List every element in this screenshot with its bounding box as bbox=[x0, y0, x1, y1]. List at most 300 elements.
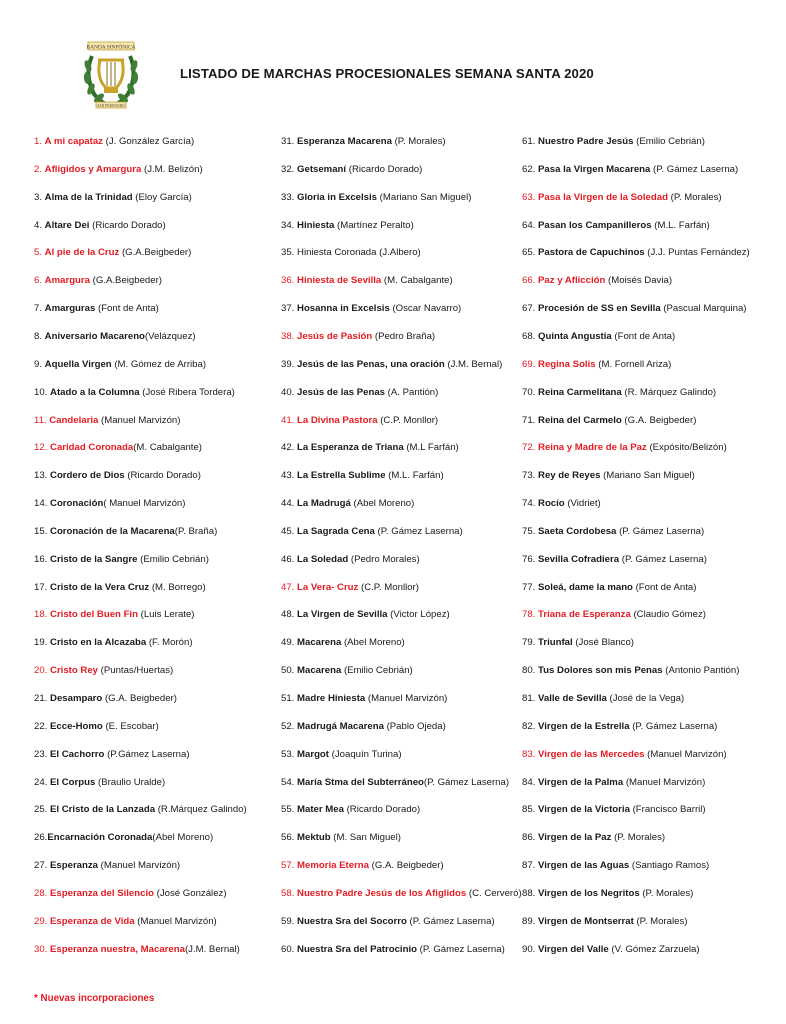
item-number: 23. bbox=[34, 748, 51, 760]
item-author: (Eloy García) bbox=[132, 191, 192, 203]
item-title: Mater Mea bbox=[297, 804, 344, 816]
list-item bbox=[281, 662, 413, 680]
item-title: Nuestra Sra del Socorro bbox=[297, 915, 407, 927]
list-item bbox=[522, 217, 710, 235]
item-number: 32. bbox=[281, 163, 298, 175]
item-author: (Claudio Gómez) bbox=[630, 609, 706, 621]
item-title: Cristo en la Alcazaba bbox=[50, 637, 147, 649]
item-author: (P. Morales) bbox=[391, 136, 446, 147]
list-item bbox=[34, 746, 190, 764]
item-author: (Pablo Ojeda) bbox=[383, 720, 446, 732]
list-item bbox=[281, 718, 446, 736]
item-number: 7. bbox=[34, 303, 45, 315]
list-item bbox=[281, 941, 505, 959]
item-title: Reina y Madre de la Paz bbox=[538, 442, 647, 454]
item-title: El Cristo de la Lanzada bbox=[50, 804, 156, 816]
item-author: (M. San Miguel) bbox=[330, 832, 401, 844]
item-author: (Pedro Morales) bbox=[348, 553, 420, 565]
item-title: Saeta Cordobesa bbox=[538, 525, 617, 537]
list-item bbox=[522, 495, 601, 513]
item-number: 70. bbox=[522, 386, 539, 398]
list-item bbox=[34, 356, 206, 374]
item-title: La Sagrada Cena bbox=[297, 525, 375, 537]
item-number: 59. bbox=[281, 915, 298, 927]
item-title: Regina Solis bbox=[538, 358, 596, 370]
list-item bbox=[281, 356, 502, 374]
item-author: (José de la Vega) bbox=[606, 693, 685, 704]
item-title: Mektub bbox=[297, 832, 331, 844]
item-title: Virgen de la Palma bbox=[538, 776, 624, 788]
list-item bbox=[281, 606, 450, 624]
item-title: Aniversario Macareno bbox=[44, 330, 145, 342]
item-author: (P. Gámez Laserna) bbox=[423, 776, 510, 788]
item-title: Memoria Eterna bbox=[297, 860, 369, 872]
list-item bbox=[34, 384, 235, 402]
item-number: 69. bbox=[522, 358, 539, 370]
item-number: 10. bbox=[34, 386, 51, 398]
item-number: 30. bbox=[34, 943, 51, 955]
list-item bbox=[522, 941, 700, 959]
list-item bbox=[34, 523, 217, 541]
item-author: (Velázquez) bbox=[144, 330, 196, 342]
item-title: A mi capataz bbox=[44, 136, 103, 147]
item-title: Amargura bbox=[44, 275, 90, 287]
item-author: (Ricardo Dorado) bbox=[346, 163, 423, 175]
item-title: Reina Carmelitana bbox=[538, 386, 622, 398]
item-title: Hiniesta bbox=[297, 219, 335, 231]
item-title: Cristo de la Vera Cruz bbox=[50, 581, 150, 593]
item-author: (Abel Moreno) bbox=[341, 637, 405, 649]
list-item bbox=[281, 579, 419, 597]
logo-top-text: BANDA SINFÓNICA bbox=[86, 44, 136, 51]
list-item bbox=[522, 133, 705, 151]
list-item bbox=[34, 774, 165, 792]
item-title: Pasan los Campanilleros bbox=[538, 219, 652, 231]
list-item bbox=[34, 439, 202, 457]
item-number: 13. bbox=[34, 470, 51, 482]
item-title: Madrugá Macarena bbox=[297, 720, 384, 732]
item-author: (P. Gámez Laserna) bbox=[619, 553, 707, 565]
list-item bbox=[34, 662, 173, 680]
item-author: Hiniesta Coronada (J.Albero) bbox=[297, 247, 421, 259]
item-title: Altare Dei bbox=[44, 219, 90, 231]
item-author: (Manuel Marvizón) bbox=[644, 748, 727, 760]
item-author: (R.Márquez Galindo) bbox=[155, 804, 247, 816]
item-author: (Emilio Cebrián) bbox=[137, 553, 209, 565]
item-title: Atado a la Columna bbox=[50, 386, 140, 398]
item-author: (Abel Moreno) bbox=[152, 832, 214, 844]
item-number: 18. bbox=[34, 609, 51, 621]
item-title: Soleá, dame la mano bbox=[538, 581, 633, 593]
item-number: 35. bbox=[281, 247, 298, 259]
list-item bbox=[34, 328, 196, 346]
item-number: 21. bbox=[34, 693, 51, 704]
item-number: 12. bbox=[34, 442, 51, 454]
item-title: Alma de la Trinidad bbox=[44, 191, 133, 203]
item-author: (J.M. Belizón) bbox=[141, 163, 203, 175]
list-item bbox=[281, 634, 405, 652]
item-title: Coronación bbox=[50, 498, 104, 510]
item-number: 68. bbox=[522, 330, 539, 342]
item-title: Pastora de Capuchinos bbox=[538, 247, 645, 259]
item-author: (G.A.Beigbeder) bbox=[90, 275, 162, 287]
item-number: 75. bbox=[522, 525, 539, 537]
list-item bbox=[34, 606, 195, 624]
item-author: (C.P. Monllor) bbox=[358, 581, 419, 593]
list-item bbox=[34, 634, 193, 652]
item-author: (M. Fornell Ariza) bbox=[595, 358, 672, 370]
item-author: (Ricardo Dorado) bbox=[343, 804, 421, 816]
item-number: 58. bbox=[281, 887, 298, 899]
item-title: Caridad Coronada bbox=[50, 442, 134, 454]
item-author: (Moisés Davia) bbox=[605, 275, 673, 287]
item-author: (P. Morales) bbox=[611, 832, 666, 844]
page-title: LISTADO DE MARCHAS PROCESIONALES SEMANA SANTA 2020 bbox=[180, 66, 594, 81]
item-number: 72. bbox=[522, 442, 539, 454]
list-item bbox=[522, 857, 709, 875]
list-item bbox=[281, 829, 401, 847]
item-number: 62. bbox=[522, 163, 539, 175]
item-author: (M.L. Farfán) bbox=[651, 219, 710, 231]
item-author: (M. Cabalgante) bbox=[381, 275, 453, 287]
item-title: Cristo del Buen Fin bbox=[50, 609, 138, 621]
list-item bbox=[522, 774, 705, 792]
item-author: (G.A. Beigbeder) bbox=[621, 414, 697, 426]
item-number: 61. bbox=[522, 136, 539, 147]
list-item bbox=[34, 300, 159, 318]
item-number: 44. bbox=[281, 498, 298, 510]
item-author: (C.P. Monllor) bbox=[377, 414, 439, 426]
item-author: (José Ribera Tordera) bbox=[139, 386, 235, 398]
item-title: Esperanza bbox=[50, 860, 99, 872]
item-number: 20. bbox=[34, 665, 51, 677]
item-author: (M. Gómez de Arriba) bbox=[111, 358, 207, 370]
item-author: (Puntas/Huertas) bbox=[98, 665, 174, 677]
item-title: Hosanna in Excelsis bbox=[297, 303, 390, 315]
item-title: Candelaria bbox=[49, 414, 99, 426]
list-item bbox=[34, 718, 159, 736]
list-item bbox=[34, 412, 180, 430]
list-item bbox=[281, 217, 414, 235]
item-title: Sevilla Cofradiera bbox=[538, 553, 620, 565]
item-number: 36. bbox=[281, 275, 298, 287]
item-title: Tus Dolores son mis Penas bbox=[538, 665, 663, 677]
item-author: (P. Gámez Laserna) bbox=[650, 163, 739, 175]
item-author: (F. Morón) bbox=[146, 637, 193, 649]
item-author: (Font de Anta) bbox=[632, 581, 697, 593]
list-item bbox=[34, 467, 201, 485]
item-number: 47. bbox=[281, 581, 298, 593]
item-author: (Manuel Marvizón) bbox=[98, 414, 181, 426]
list-item bbox=[281, 913, 495, 931]
item-number: 48. bbox=[281, 609, 298, 621]
item-author: (J. González García) bbox=[102, 136, 195, 147]
item-title: Procesión de SS en Sevilla bbox=[538, 303, 661, 315]
list-item bbox=[522, 244, 750, 262]
item-title: Macarena bbox=[297, 637, 342, 649]
item-number: 27. bbox=[34, 860, 51, 872]
item-title: Getsemaní bbox=[297, 163, 347, 175]
item-author: (A. Pantión) bbox=[385, 386, 439, 398]
item-title: Pasa la Virgen de la Soledad bbox=[538, 191, 668, 203]
item-number: 9. bbox=[34, 358, 45, 370]
item-author: (Manuel Marvizón) bbox=[134, 915, 217, 927]
list-item bbox=[281, 384, 438, 402]
item-number: 39. bbox=[281, 358, 298, 370]
item-number: 65. bbox=[522, 247, 539, 259]
list-item bbox=[34, 690, 177, 708]
item-title: Virgen del Valle bbox=[538, 943, 609, 955]
item-number: 24. bbox=[34, 776, 51, 788]
item-author: (José Blanco) bbox=[572, 637, 634, 649]
list-item bbox=[522, 662, 739, 680]
item-author: (J.J. Puntas Fernández) bbox=[644, 247, 750, 259]
item-number: 90. bbox=[522, 943, 539, 955]
item-author: (Pedro Braña) bbox=[372, 330, 436, 342]
item-title: Jesús de las Penas, una oración bbox=[297, 358, 445, 370]
item-author: (Font de Anta) bbox=[95, 303, 159, 315]
item-title: Paz y Aflicción bbox=[538, 275, 606, 287]
item-title: Triana de Esperanza bbox=[538, 609, 631, 621]
item-title: La Estrella Sublime bbox=[297, 470, 386, 482]
item-title: Jesús de Pasión bbox=[297, 330, 373, 342]
list-item bbox=[522, 606, 706, 624]
item-author: (Joaquín Turina) bbox=[329, 748, 402, 760]
item-number: 86. bbox=[522, 832, 539, 844]
list-item bbox=[34, 244, 191, 262]
item-author: (G.A. Beigbeder) bbox=[369, 860, 444, 872]
item-title: Cordero de Dios bbox=[50, 470, 125, 482]
item-author: (P. Morales) bbox=[633, 915, 688, 927]
item-number: 37. bbox=[281, 303, 298, 315]
item-title: Virgen de las Mercedes bbox=[538, 748, 645, 760]
list-item bbox=[281, 300, 461, 318]
item-number: 43. bbox=[281, 470, 298, 482]
item-title: Ecce-Homo bbox=[50, 720, 103, 732]
item-author: (P.Gámez Laserna) bbox=[104, 748, 190, 760]
item-author: (R. Márquez Galindo) bbox=[621, 386, 717, 398]
item-title: Triunfal bbox=[538, 637, 573, 649]
item-number: 81. bbox=[522, 693, 539, 704]
item-author: (Ricardo Dorado) bbox=[89, 219, 166, 231]
item-number: 87. bbox=[522, 860, 539, 872]
item-number: 73. bbox=[522, 470, 539, 482]
item-number: 6. bbox=[34, 275, 45, 287]
item-title: La Madrugá bbox=[297, 498, 351, 510]
item-number: 25. bbox=[34, 804, 51, 816]
item-author: (Vidriet) bbox=[564, 498, 601, 510]
list-item bbox=[34, 857, 180, 875]
list-item bbox=[281, 857, 444, 875]
item-number: 38. bbox=[281, 330, 298, 342]
list-item bbox=[34, 913, 217, 931]
item-number: 4. bbox=[34, 219, 45, 231]
list-item bbox=[281, 551, 420, 569]
list-item bbox=[281, 439, 459, 457]
list-item bbox=[522, 300, 747, 318]
item-title: El Cachorro bbox=[50, 748, 105, 760]
item-author: (Manuel Marvizón) bbox=[623, 776, 706, 788]
item-title: Coronación de la Macarena bbox=[50, 525, 175, 537]
item-title: Esperanza del Silencio bbox=[50, 887, 154, 899]
item-title: La Esperanza de Triana bbox=[297, 442, 404, 454]
item-number: 40. bbox=[281, 386, 298, 398]
list-item bbox=[522, 439, 727, 457]
item-number: 55. bbox=[281, 804, 298, 816]
list-item bbox=[281, 328, 435, 346]
band-logo bbox=[78, 36, 144, 110]
item-author: (C. Cerveró) bbox=[466, 887, 522, 899]
list-item bbox=[281, 189, 471, 207]
item-number: 76. bbox=[522, 553, 539, 565]
list-item bbox=[34, 801, 247, 819]
list-item bbox=[34, 885, 227, 903]
item-author: (Antonio Pantión) bbox=[662, 665, 740, 677]
list-item bbox=[34, 133, 194, 151]
item-author: (M. Cabalgante) bbox=[133, 442, 202, 454]
item-title: Afligidos y Amargura bbox=[44, 163, 142, 175]
list-item bbox=[522, 328, 675, 346]
list-item bbox=[34, 495, 185, 513]
item-author: (Manuel Marvizón) bbox=[365, 693, 448, 704]
item-number: 71. bbox=[522, 414, 539, 426]
item-author: (Emilio Cebrián) bbox=[341, 665, 413, 677]
list-item bbox=[34, 829, 213, 847]
item-title: Virgen de los Negritos bbox=[538, 887, 640, 899]
list-item bbox=[522, 746, 727, 764]
list-item bbox=[522, 829, 665, 847]
item-number: 83. bbox=[522, 748, 539, 760]
item-number: 78. bbox=[522, 609, 539, 621]
item-number: 1. bbox=[34, 136, 45, 147]
list-item bbox=[522, 551, 707, 569]
item-title: Valle de Sevilla bbox=[538, 693, 607, 704]
item-author: (P. Morales) bbox=[639, 887, 694, 899]
item-title: Virgen de las Aguas bbox=[538, 860, 630, 872]
item-title: Jesús de las Penas bbox=[297, 386, 386, 398]
item-number: 28. bbox=[34, 887, 51, 899]
item-number: 74. bbox=[522, 498, 539, 510]
item-number: 2. bbox=[34, 163, 45, 175]
item-title: Desamparo bbox=[50, 693, 103, 704]
list-item bbox=[522, 634, 634, 652]
item-author: (Expósito/Belizón) bbox=[646, 442, 727, 454]
item-title: Esperanza de Vida bbox=[50, 915, 135, 927]
item-number: 3. bbox=[34, 191, 45, 203]
item-author: (M.L Farfán) bbox=[403, 442, 459, 454]
list-item bbox=[522, 913, 687, 931]
item-title: El Corpus bbox=[50, 776, 96, 788]
list-item bbox=[522, 161, 738, 179]
item-author: (J.M. Bernal) bbox=[184, 943, 240, 955]
item-title: Pasa la Virgen Macarena bbox=[538, 163, 651, 175]
item-author: (Victor López) bbox=[387, 609, 450, 621]
item-number: 34. bbox=[281, 219, 298, 231]
item-number: 57. bbox=[281, 860, 298, 872]
list-item bbox=[522, 412, 696, 430]
list-item bbox=[281, 161, 422, 179]
list-item bbox=[522, 885, 693, 903]
item-title: Rocío bbox=[538, 498, 565, 510]
logo-bottom-text: SAN FERNANDO bbox=[97, 103, 125, 108]
item-title: Reina del Carmelo bbox=[538, 414, 622, 426]
item-title: Macarena bbox=[297, 665, 342, 677]
item-title: Virgen de la Paz bbox=[538, 832, 612, 844]
item-number: 88. bbox=[522, 887, 539, 899]
item-title: Nuestro Padre Jesús bbox=[538, 136, 634, 147]
list-item bbox=[522, 384, 716, 402]
item-author: (P. Braña) bbox=[174, 525, 218, 537]
item-title: María Stma del Subterráneo bbox=[297, 776, 424, 788]
item-number: 85. bbox=[522, 804, 539, 816]
item-number: 22. bbox=[34, 720, 51, 732]
item-author: (Mariano San Miguel) bbox=[600, 470, 695, 482]
item-title: La Virgen de Sevilla bbox=[297, 609, 388, 621]
item-number: 31. bbox=[281, 136, 298, 147]
item-number: 29. bbox=[34, 915, 51, 927]
item-author: (Luis Lerate) bbox=[137, 609, 195, 621]
item-number: 66. bbox=[522, 275, 539, 287]
list-item bbox=[281, 272, 453, 290]
item-number: 82. bbox=[522, 720, 539, 732]
item-number: 89. bbox=[522, 915, 539, 927]
item-title: Virgen de Montserrat bbox=[538, 915, 634, 927]
item-author: (G.A.Beigbeder) bbox=[119, 247, 192, 259]
list-item bbox=[281, 495, 414, 513]
item-title: Gloria in Excelsis bbox=[297, 191, 378, 203]
item-title: Rey de Reyes bbox=[538, 470, 601, 482]
item-title: Nuestra Sra del Patrocinio bbox=[297, 943, 417, 955]
list-item bbox=[281, 801, 420, 819]
item-author: (J.M. Bernal) bbox=[444, 358, 503, 370]
item-title: Quinta Angustia bbox=[538, 330, 612, 342]
item-author: (P. Gámez Laserna) bbox=[416, 943, 505, 955]
lyre-crest-icon bbox=[78, 36, 144, 110]
item-title: La Soledad bbox=[297, 553, 349, 565]
list-item bbox=[281, 523, 463, 541]
list-item bbox=[281, 467, 444, 485]
item-author: (José González) bbox=[154, 887, 227, 899]
item-number: 84. bbox=[522, 776, 539, 788]
item-author: (V. Gómez Zarzuela) bbox=[608, 943, 700, 955]
item-author: (Font de Anta) bbox=[611, 330, 676, 342]
item-number: 64. bbox=[522, 219, 539, 231]
item-title: Virgen de la Estrella bbox=[538, 720, 630, 732]
list-item bbox=[34, 941, 240, 959]
item-number: 54. bbox=[281, 776, 298, 788]
item-number: 14. bbox=[34, 498, 51, 510]
item-title: Nuestro Padre Jesús de los Afiglidos bbox=[297, 887, 467, 899]
item-number: 77. bbox=[522, 581, 539, 593]
item-number: 46. bbox=[281, 553, 298, 565]
item-title: Cristo Rey bbox=[50, 665, 98, 677]
footnote-new-additions: * Nuevas incorporaciones bbox=[34, 993, 155, 1004]
list-item bbox=[281, 244, 421, 262]
item-author: (Manuel Marvizón) bbox=[98, 860, 181, 872]
list-item bbox=[522, 523, 704, 541]
item-number: 60. bbox=[281, 943, 298, 955]
item-number: 56. bbox=[281, 832, 298, 844]
item-author: (Ricardo Dorado) bbox=[124, 470, 201, 482]
list-item bbox=[522, 579, 696, 597]
item-title: Aquella Virgen bbox=[44, 358, 112, 370]
item-author: (P. Gámez Laserna) bbox=[374, 525, 463, 537]
item-title: Hiniesta de Sevilla bbox=[297, 275, 382, 287]
item-title: Margot bbox=[297, 748, 329, 760]
item-number: 17. bbox=[34, 581, 51, 593]
item-title: La Divina Pastora bbox=[297, 414, 378, 426]
item-number: 79. bbox=[522, 637, 539, 649]
